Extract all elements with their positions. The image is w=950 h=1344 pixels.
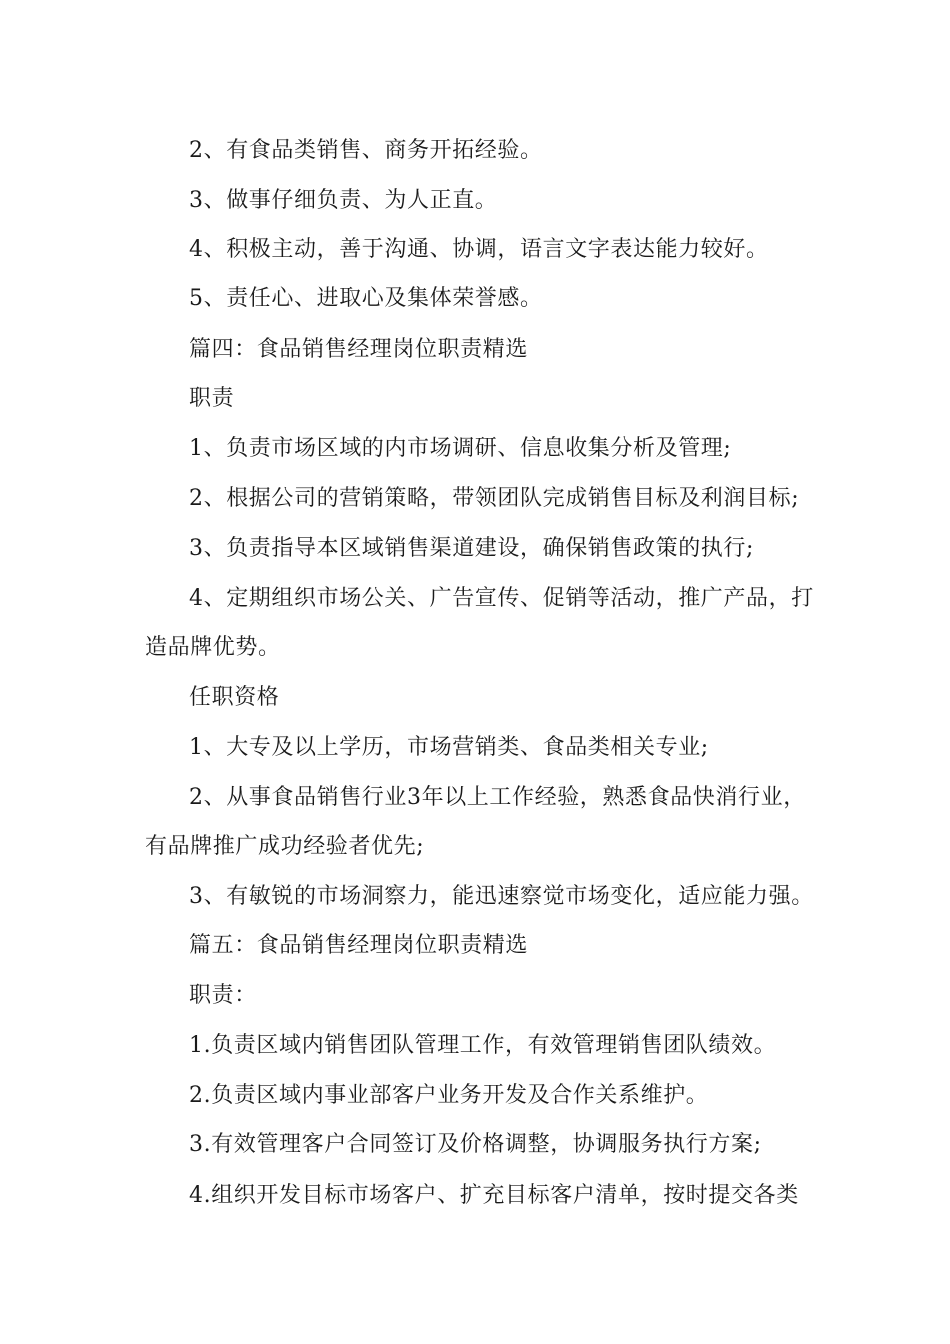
duty-item-4-continued: 造品牌优势。 — [145, 635, 281, 660]
requirement-item-5: 5、责任心、进取心及集体荣誉感。 — [189, 286, 543, 311]
requirement-item-2: 2、有食品类销售、商务开拓经验。 — [189, 138, 543, 163]
qualification-item-2-continued: 有品牌推广成功经验者优先; — [145, 834, 425, 859]
duty5-item-4: 4.组织开发目标市场客户、扩充目标客户清单，按时提交各类 — [189, 1183, 799, 1208]
requirement-item-3: 3、做事仔细负责、为人正直。 — [189, 188, 498, 213]
section-heading-5: 篇五：食品销售经理岗位职责精选 — [189, 933, 529, 958]
duty-item-3: 3、负责指导本区域销售渠道建设，确保销售政策的执行; — [189, 536, 755, 561]
duty5-item-3: 3.有效管理客户合同签订及价格调整，协调服务执行方案; — [189, 1132, 762, 1157]
duty-item-4: 4、定期组织市场公关、广告宣传、促销等活动，推广产品，打 — [189, 586, 814, 611]
requirement-item-4: 4、积极主动，善于沟通、协调，语言文字表达能力较好。 — [189, 237, 769, 262]
duty-item-2: 2、根据公司的营销策略，带领团队完成销售目标及利润目标; — [189, 486, 800, 511]
subheading-duties-5: 职责： — [189, 983, 257, 1008]
duty5-item-2: 2.负责区域内事业部客户业务开发及合作关系维护。 — [189, 1083, 709, 1108]
subheading-duties: 职责 — [189, 386, 235, 411]
subheading-qualifications: 任职资格 — [189, 685, 280, 710]
duty-item-1: 1、负责市场区域的内市场调研、信息收集分析及管理; — [189, 436, 732, 461]
qualification-item-3: 3、有敏锐的市场洞察力，能迅速察觉市场变化，适应能力强。 — [189, 884, 814, 909]
section-heading-4: 篇四：食品销售经理岗位职责精选 — [189, 337, 529, 362]
qualification-item-2: 2、从事食品销售行业3年以上工作经验，熟悉食品快消行业， — [189, 785, 806, 810]
duty5-item-1: 1.负责区域内销售团队管理工作，有效管理销售团队绩效。 — [189, 1033, 777, 1058]
qualification-item-1: 1、大专及以上学历，市场营销类、食品类相关专业; — [189, 735, 709, 760]
